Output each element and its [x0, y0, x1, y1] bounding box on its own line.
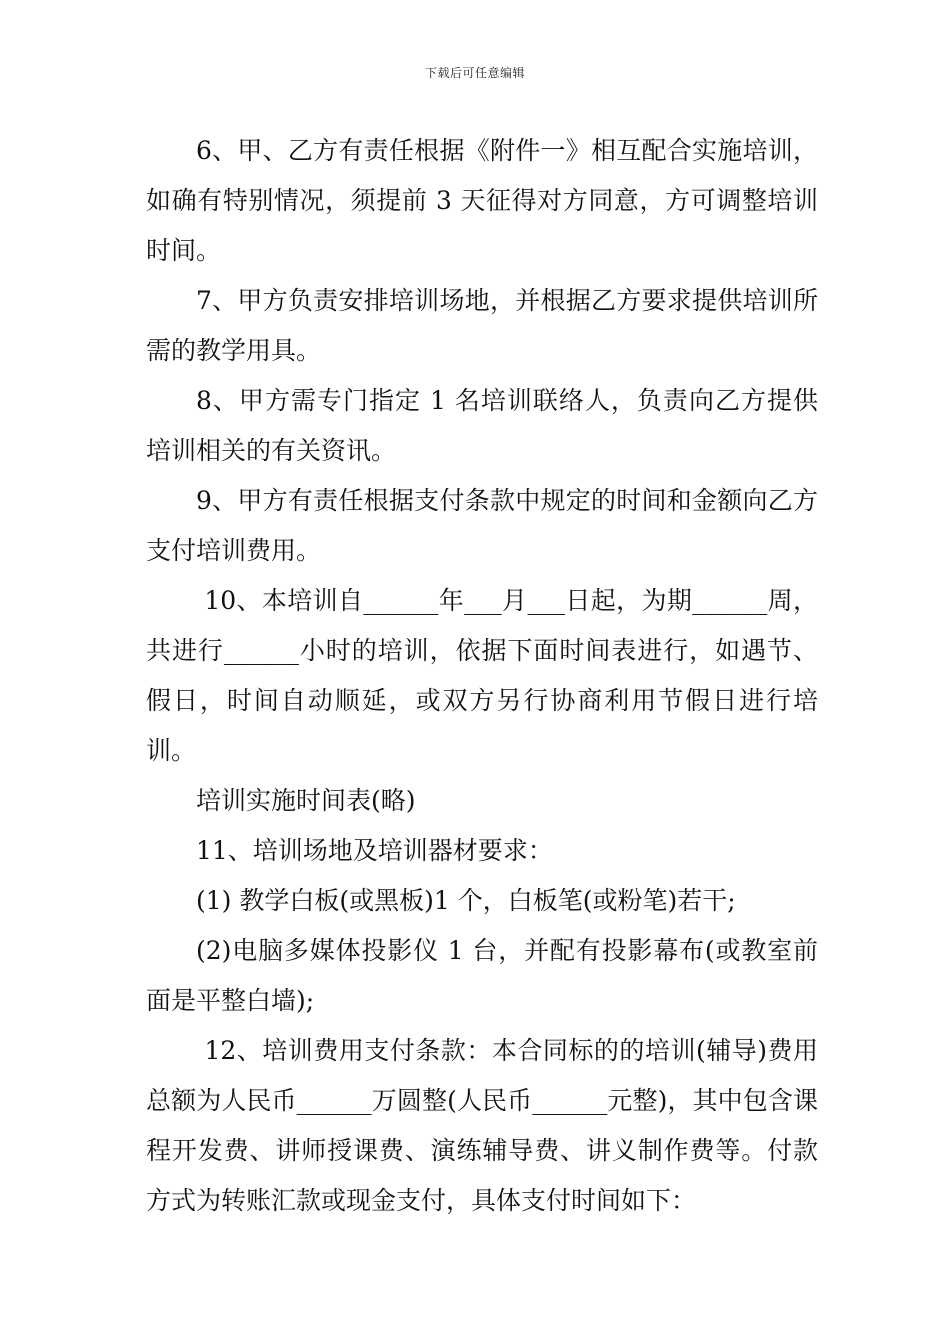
clause-11: 11、培训场地及培训器材要求：: [196, 836, 553, 865]
clause-8: 8、甲方需专门指定 1 名培训联络人，负责向乙方提供培训相关的有关资讯。: [146, 386, 818, 465]
clause-7: 7、甲方负责安排培训场地，并根据乙方要求提供培训所需的教学用具。: [146, 286, 818, 365]
clause-9: 9、甲方有责任根据支付条款中规定的时间和金额向乙方支付培训费用。: [146, 486, 818, 565]
clause-11-item-2: (2)电脑多媒体投影仪 1 台，并配有投影幕布(或教室前面是平整白墙);: [146, 936, 818, 1015]
clause-12: 12、培训费用支付条款：本合同标的的培训(辅导)费用总额为人民币______万圆整(人民币______元整)，其中包含课程开发费、讲师授课费、演练辅导费、讲义制作费等。付款方式为转账汇款或现金支付，具体支付时间如下：: [146, 1036, 818, 1215]
document-body: [146, 126, 818, 1226]
header-note: 下载后可任意编辑: [424, 66, 525, 80]
clause-6: 6、甲、乙方有责任根据《附件一》相互配合实施培训，如确有特别情况，须提前 3 天征得对方同意，方可调整培训时间。: [146, 136, 818, 265]
clause-11-item-1: (1) 教学白板(或黑板)1 个，白板笔(或粉笔)若干;: [196, 886, 736, 915]
schedule-note: 培训实施时间表(略): [196, 786, 416, 815]
clause-10: 10、本培训自______年___月___日起，为期______周，共进行______小时的培训，依据下面时间表进行，如遇节、假日，时间自动顺延，或双方另行协商利用节假日进行培训。: [146, 586, 818, 765]
